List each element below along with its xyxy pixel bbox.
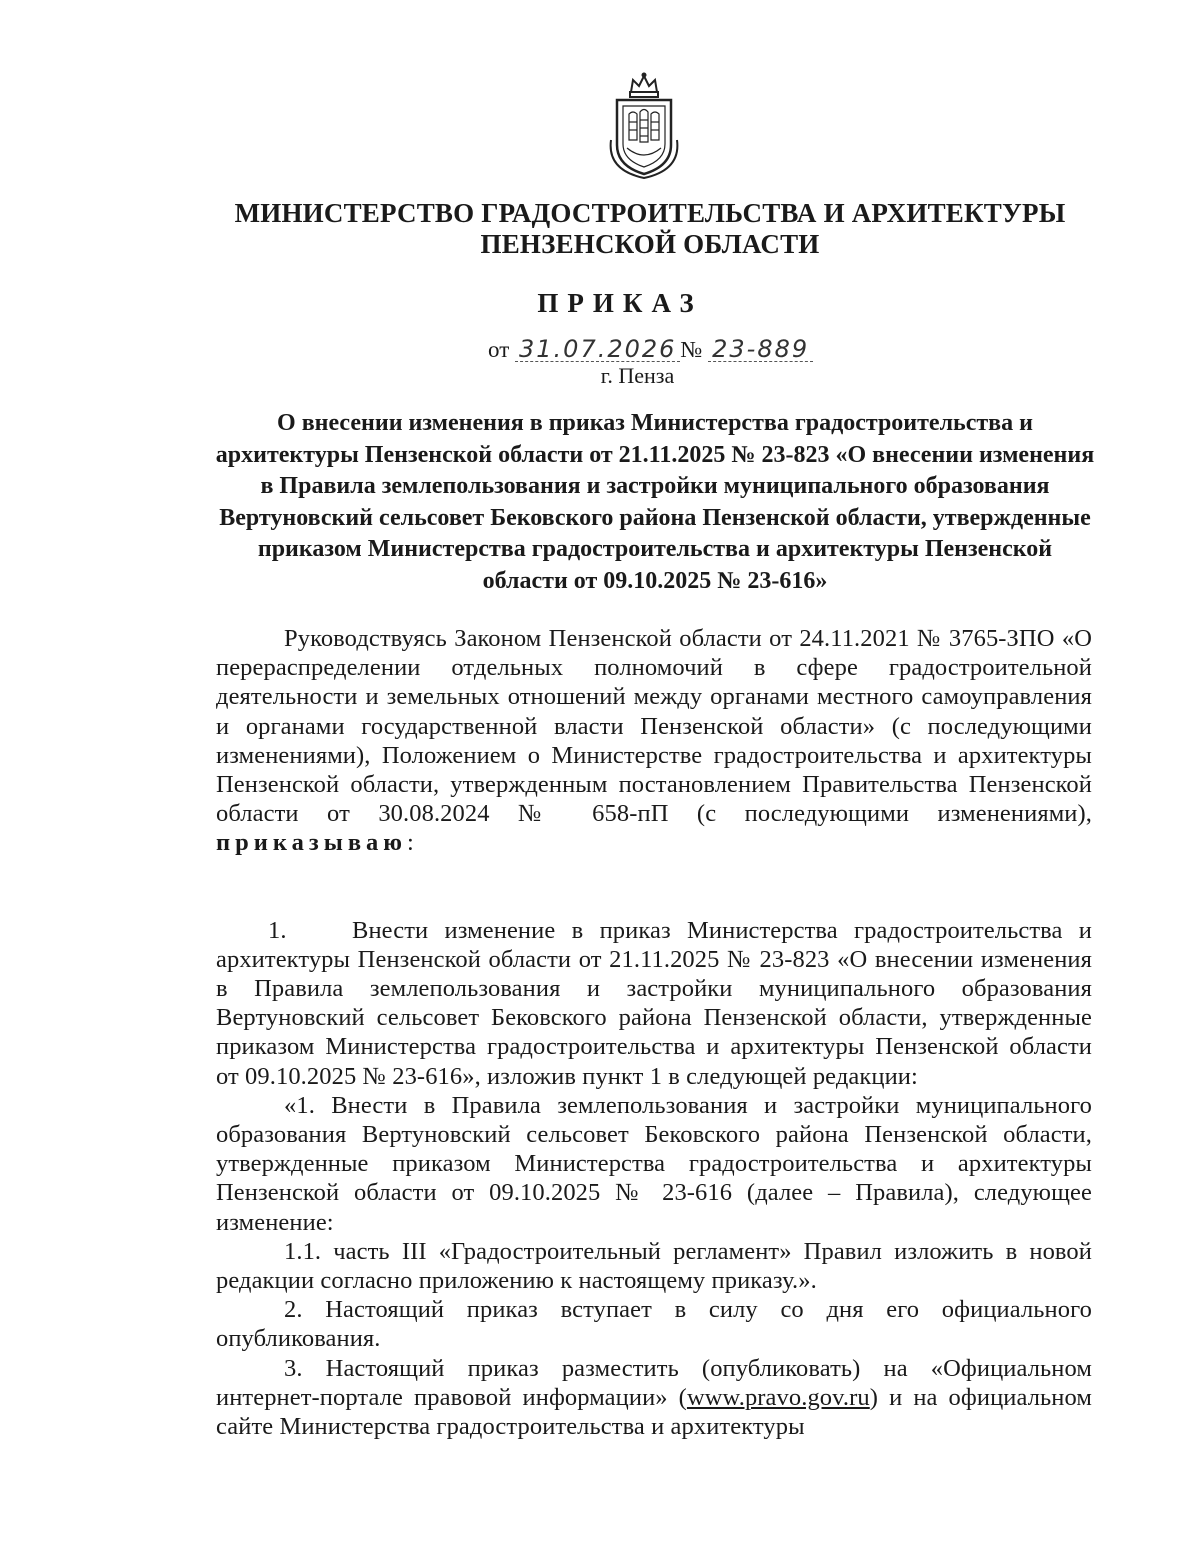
city: г. Пенза bbox=[600, 363, 675, 388]
handwritten-date: 31.07.2026 bbox=[515, 337, 680, 362]
order-subject: О внесении изменения в приказ Министерства градостроительства и архитектуры Пензенской области от 21.11.2025 № 23-823 «О внесении изменения в Правила землепользования и застройки муниципального образования Вертуновский сельсовет Бековского района Пензенской области, утвержденные приказом Министерства градостроительства и архитектуры Пензенской области от 09.10.2025 № 23-616» bbox=[215, 410, 1095, 594]
preamble-text: Руководствуясь Законом Пензенской области от 24.11.2021 № 3765-ЗПО «О перераспределении отдельных полномочий в сфере градостроительной деятельности и земельных отношений между органами местного самоуправления и органами государственной власти Пензенской области» (с последующими изменениями), Положением о Министерстве градостроительства и архитектуры Пензенской области, утвержденным постановлением Правительства Пензенской области от 30.08.2024 № 658-пП (с последующими изменениями), bbox=[216, 625, 1092, 828]
order-date-number bbox=[488, 333, 848, 367]
pravo-gov-link[interactable]: www.pravo.gov.ru bbox=[686, 1383, 870, 1411]
item-1-number: 1. bbox=[268, 916, 287, 944]
item-1-text: Внести изменение в приказ Министерства градостроительства и архитектуры Пензенской области от 21.11.2025 № 23-823 «О внесении изменения в Правила землепользования и застройки муниципального образования Вертуновский сельсовет Бековского района Пензенской области, утвержденные приказом Министерства градостроительства и архитектуры Пензенской области от 09.10.2025 № 23-616», изложив пункт 1 в следующей редакции: bbox=[216, 916, 1092, 1090]
preamble-paragraph bbox=[216, 624, 1092, 858]
order-title: ПРИКАЗ bbox=[537, 288, 703, 318]
date-prefix: от bbox=[488, 337, 510, 362]
ministry-name bbox=[200, 198, 1100, 260]
quoted-paragraph-1: «1. Внести в Правила землепользования и застройки муниципального образования Вертуновский сельсовет Бековского района Пензенской области, утвержденные приказом Министерства градостроительства и архитектуры Пензенской области от 09.10.2025 № 23-616 (далее – Правила), следующее изменение: bbox=[216, 1091, 1092, 1236]
ministry-name-line2: ПЕНЗЕНСКОЙ ОБЛАСТИ bbox=[480, 229, 820, 259]
handwritten-number: 23-889 bbox=[708, 337, 813, 362]
item-2-paragraph: 2. Настоящий приказ вступает в силу со дня его официального опубликования. bbox=[216, 1296, 1092, 1353]
quoted-paragraph-2: 1.1. часть III «Градостроительный регламент» Правил изложить в новой редакции согласно приложению к настоящему приказу.». bbox=[216, 1237, 1092, 1295]
item-1-paragraph bbox=[216, 916, 1092, 1091]
orders-punct: : bbox=[407, 829, 414, 857]
ministry-name-line1: МИНИСТЕРСТВО ГРАДОСТРОИТЕЛЬСТВА И АРХИТЕКТУРЫ bbox=[234, 198, 1066, 228]
penza-region-coat-of-arms-icon bbox=[603, 70, 685, 180]
number-prefix: № bbox=[680, 337, 703, 362]
item-3-text-end: ) и на официальном сайте Министерства градостроительства и архитектуры bbox=[216, 1383, 1092, 1441]
order-body bbox=[216, 624, 1092, 1441]
item-3-paragraph bbox=[216, 1354, 1092, 1442]
orders-word: приказываю bbox=[216, 829, 408, 857]
item-3-text-start: 3. Настоящий приказ разместить (опубликовать) на «Официальном интернет-портале правовой информации» ( bbox=[216, 1354, 1092, 1411]
